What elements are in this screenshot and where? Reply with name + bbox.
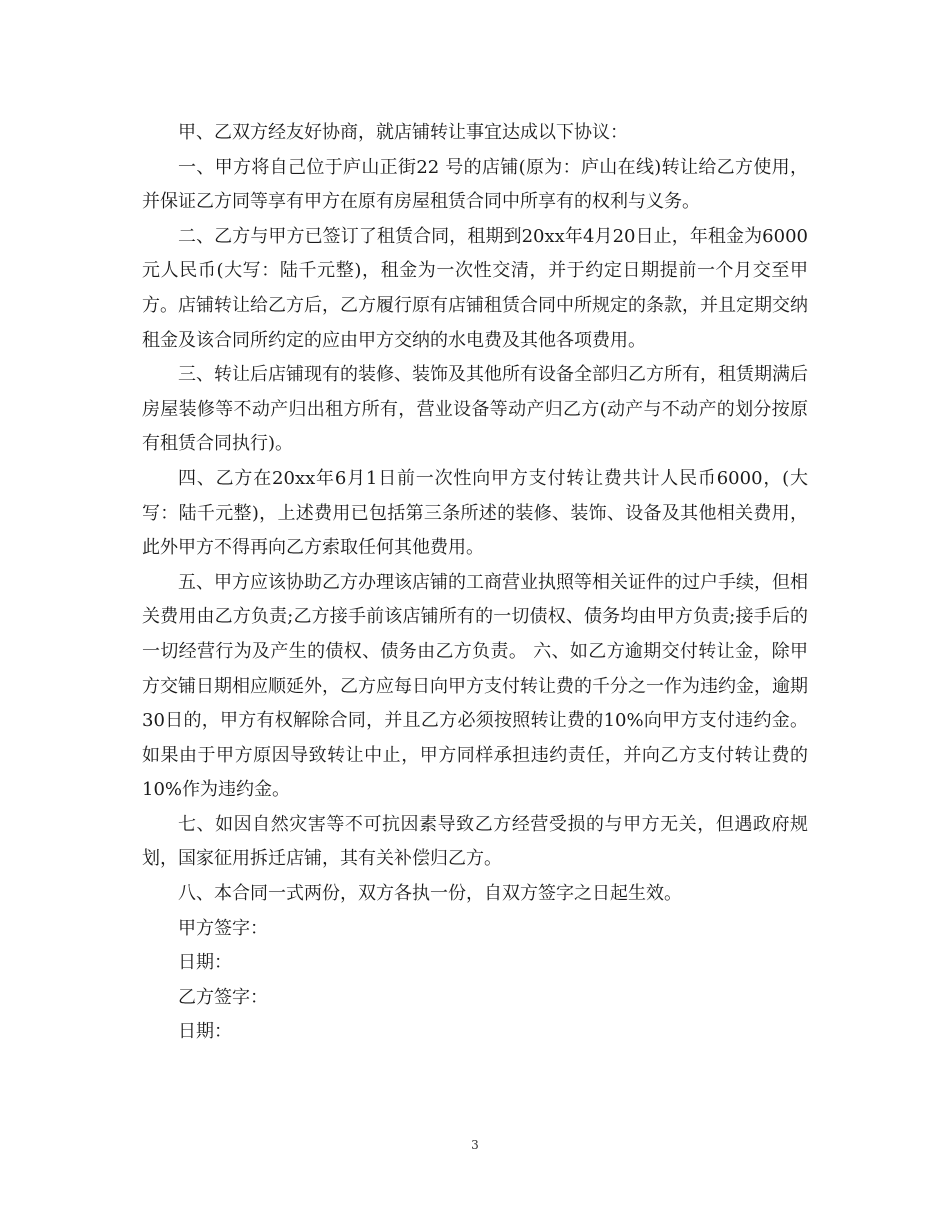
paragraph-intro: 甲、乙双方经友好协商，就店铺转让事宜达成以下协议： — [178, 122, 628, 143]
party-b-date-label: 日期： — [178, 1021, 232, 1043]
paragraph-clause-2: 二、乙方与甲方已签订了租赁合同，租期到20xx年4月20日止，年租金为6000元人民币(大写：陆千元整)，租金为一次性交清，并于约定日期提前一个月交至甲方。店铺转让给乙方后，乙方履行原有店铺租赁合同中所规定的条款，并且定期交纳租金及该合同所约定的应由甲方交纳的水电费及其他各项费用。 — [142, 225, 808, 351]
party-b-signature-label: 乙方签字： — [178, 986, 268, 1008]
paragraph-clause-4: 四、乙方在20xx年6月1日前一次性向甲方支付转让费共计人民币6000，(大写：陆千元整)，上述费用已包括第三条所述的装修、装饰、设备及其他相关费用，此外甲方不得再向乙方索取任何其他费用。 — [142, 467, 808, 559]
page-number: 3 — [471, 1138, 479, 1152]
paragraph-clause-7: 七、如因自然灾害等不可抗因素导致乙方经营受损的与甲方无关，但遇政府规划，国家征用拆迁店铺，其有关补偿归乙方。 — [142, 813, 808, 870]
paragraph-clause-1: 一、甲方将自己位于庐山正街22 号的店铺(原为：庐山在线)转让给乙方使用，并保证乙方同等享有甲方在原有房屋租赁合同中所享有的权利与义务。 — [142, 156, 808, 213]
paragraph-clause-3: 三、转让后店铺现有的装修、装饰及其他所有设备全部归乙方所有，租赁期满后房屋装修等不动产归出租方所有，营业设备等动产归乙方(动产与不动产的划分按原有租赁合同执行)。 — [142, 364, 808, 455]
contract-body — [142, 116, 808, 1050]
paragraph-clause-8: 八、本合同一式两份，双方各执一份，自双方签字之日起生效。 — [178, 883, 682, 905]
party-a-signature-label: 甲方签字： — [178, 917, 268, 939]
paragraph-clause-5-6: 五、甲方应该协助乙方办理该店铺的工商营业执照等相关证件的过户手续，但相关费用由乙方负责;乙方接手前该店铺所有的一切债权、债务均由甲方负责;接手后的一切经营行为及产生的债权、债务由乙方负责。 六、如乙方逾期交付转让金，除甲方交铺日期相应顺延外，乙方应每日向甲方支付转让费的千分之一作为违约金，逾期30日的，甲方有权解除合同，并且乙方必须按照转让费的10%向甲方支付违约金。如果由于甲方原因导致转让中止，甲方同样承担违约责任，并向乙方支付转让费的10%作为违约金。 — [142, 571, 808, 801]
party-a-date-label: 日期： — [178, 952, 232, 974]
